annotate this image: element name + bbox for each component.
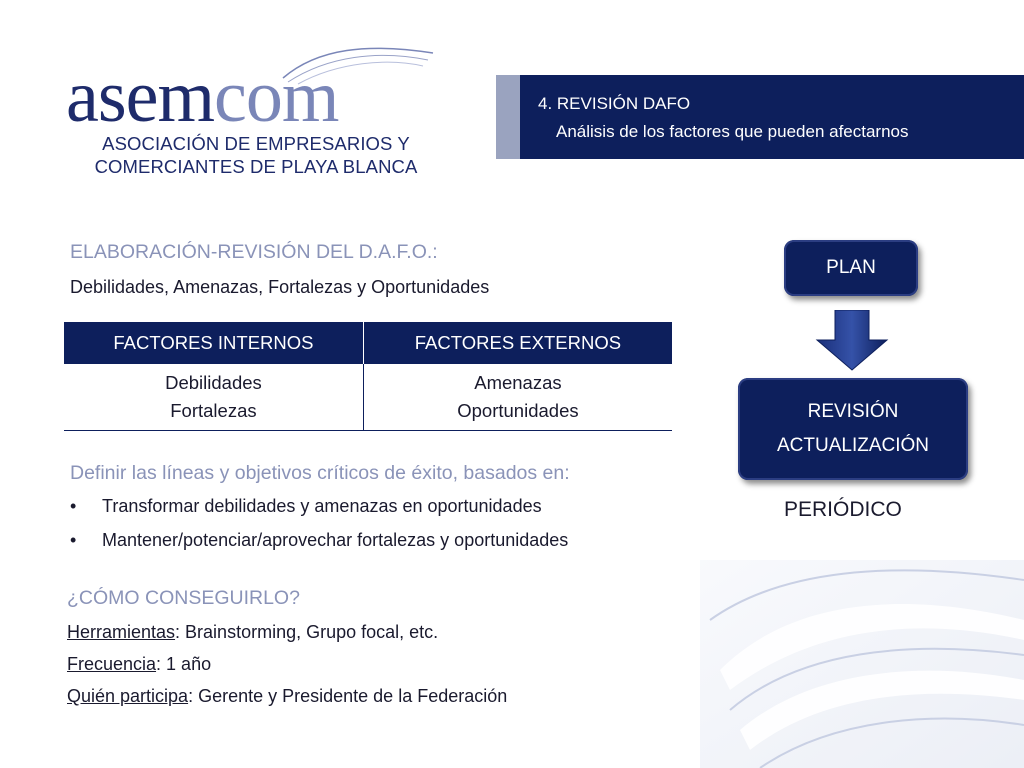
header-title: 4. REVISIÓN DAFO bbox=[538, 94, 691, 113]
dafo-table bbox=[64, 322, 672, 431]
header-subtitle: Análisis de los factores que pueden afectarnos bbox=[556, 122, 909, 141]
cell-line: Fortalezas bbox=[170, 400, 257, 421]
how-item-value: : Gerente y Presidente de la Federación bbox=[188, 686, 508, 706]
how-item-label: Frecuencia bbox=[67, 654, 157, 674]
list-item-text: Mantener/potenciar/aprovechar fortalezas y oportunidades bbox=[102, 530, 569, 550]
logo-wordmark bbox=[66, 56, 339, 138]
revision-box bbox=[738, 378, 968, 480]
section-title-dafo: ELABORACIÓN-REVISIÓN DEL D.A.F.O.: bbox=[70, 241, 438, 263]
periodic-label: PERIÓDICO bbox=[784, 498, 902, 521]
list-item-text: Transformar debilidades y amenazas en oportunidades bbox=[102, 496, 542, 516]
plan-box: PLAN bbox=[784, 240, 918, 296]
logo bbox=[48, 28, 448, 204]
cell-line: Oportunidades bbox=[457, 400, 579, 421]
table-cell-internal bbox=[64, 364, 363, 431]
section-title-objectives: Definir las líneas y objetivos críticos de éxito, basados en: bbox=[70, 462, 570, 484]
how-item-tools bbox=[67, 622, 438, 643]
cell-line: Amenazas bbox=[474, 372, 562, 393]
list-item bbox=[70, 530, 568, 564]
table-header-internal: FACTORES INTERNOS bbox=[64, 322, 363, 364]
bullet-icon: • bbox=[70, 530, 77, 550]
how-item-participants bbox=[67, 686, 507, 707]
table-header-external: FACTORES EXTERNOS bbox=[363, 322, 672, 364]
header-accent-bar bbox=[496, 75, 520, 159]
how-item-label: Quién participa bbox=[67, 686, 189, 706]
how-item-value: : 1 año bbox=[156, 654, 212, 674]
actualizacion-label: ACTUALIZACIÓN bbox=[776, 435, 930, 456]
section-title-how: ¿CÓMO CONSEGUIRLO? bbox=[67, 587, 300, 609]
decorative-waves-icon bbox=[700, 560, 1024, 768]
table-header-row bbox=[64, 322, 672, 364]
table-cell-external bbox=[363, 364, 672, 431]
cell-line: Debilidades bbox=[165, 372, 262, 393]
bullet-icon: • bbox=[70, 496, 77, 516]
header-banner bbox=[520, 75, 1024, 159]
objectives-list bbox=[70, 496, 568, 564]
logo-subtitle bbox=[66, 132, 446, 178]
how-item-value: : Brainstorming, Grupo focal, etc. bbox=[175, 622, 439, 642]
section-subtitle-dafo: Debilidades, Amenazas, Fortalezas y Oportunidades bbox=[70, 277, 490, 297]
logo-word-light: com bbox=[214, 56, 339, 138]
how-item-label: Herramientas bbox=[67, 622, 176, 642]
logo-word-dark: asem bbox=[66, 56, 215, 138]
logo-subtitle-line: ASOCIACIÓN DE EMPRESARIOS Y bbox=[102, 133, 410, 154]
list-item bbox=[70, 496, 568, 530]
how-item-frequency bbox=[67, 654, 211, 675]
table-row bbox=[64, 364, 672, 431]
down-arrow-icon bbox=[815, 310, 889, 372]
logo-subtitle-line: COMERCIANTES DE PLAYA BLANCA bbox=[94, 156, 418, 177]
revision-label: REVISIÓN bbox=[807, 401, 899, 422]
